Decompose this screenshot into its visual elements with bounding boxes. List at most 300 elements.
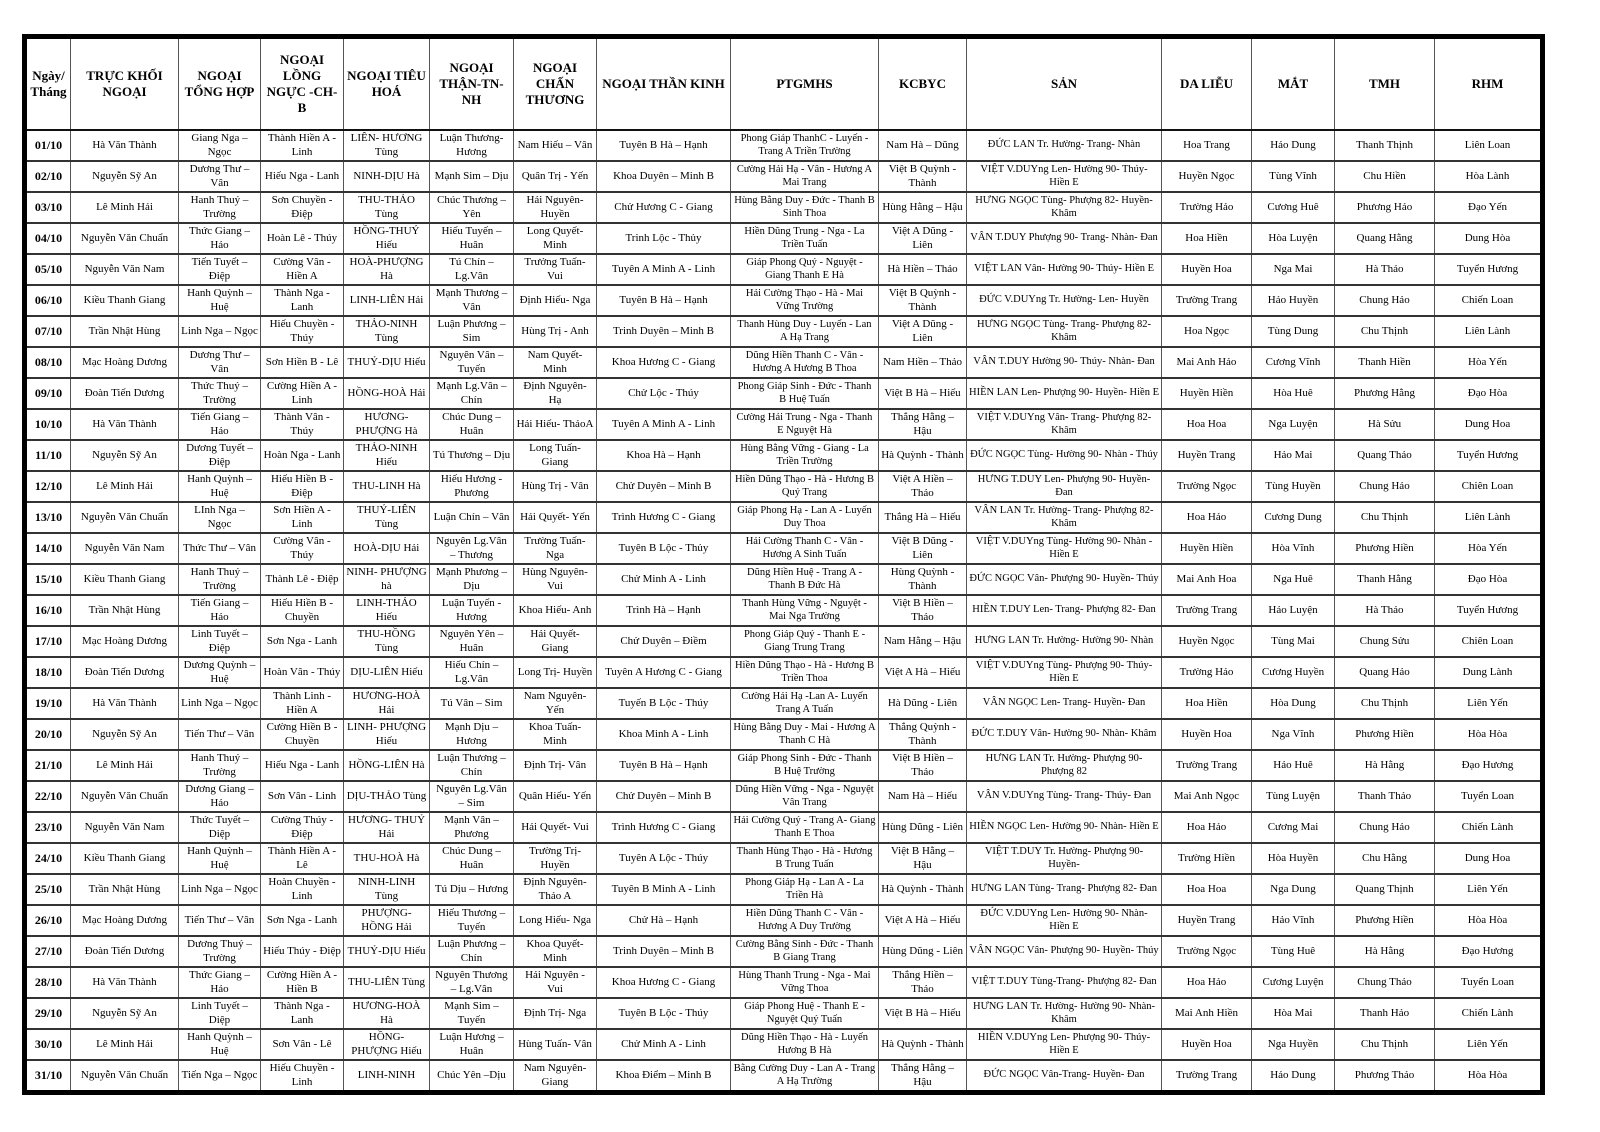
- table-row: [25, 967, 1543, 998]
- header-cell: NGOẠI CHẤN THƯƠNG: [514, 37, 597, 131]
- table-row: [25, 812, 1543, 843]
- table-cell: Hòa Huê: [1252, 378, 1335, 409]
- table-cell: Thức Tuyết – Diệp: [179, 812, 261, 843]
- date-cell: 29/10: [25, 998, 71, 1029]
- table-cell: HIỀN V.DUYng Len- Phượng 90- Thúy- Hiền E: [967, 1029, 1162, 1060]
- table-row: [25, 750, 1543, 781]
- table-cell: VÂN T.DUY Phượng 90- Trang- Nhàn- Đan: [967, 223, 1162, 254]
- date-cell: 04/10: [25, 223, 71, 254]
- table-cell: Hiếu Tuyến – Huân: [430, 223, 514, 254]
- table-cell: Hiền Dũng Thạo - Hà - Hương B Quý Trang: [731, 471, 879, 502]
- table-cell: Hanh Thuý – Trường: [179, 564, 261, 595]
- table-cell: Dung Hòa: [1435, 223, 1543, 254]
- table-cell: Mạc Hoàng Dương: [71, 626, 179, 657]
- table-cell: HỒNG- PHƯỢNG Hiếu: [344, 1029, 430, 1060]
- table-cell: Thành Nga - Lanh: [261, 998, 344, 1029]
- table-cell: Chiến Lành: [1435, 998, 1543, 1029]
- table-cell: Hiếu Chuyền - Thúy: [261, 316, 344, 347]
- table-cell: Huyền Ngọc: [1162, 626, 1252, 657]
- table-cell: Bằng Cường Duy - Lan A - Trang A Hạ Trường: [731, 1060, 879, 1093]
- table-cell: Hiếu Thương – Tuyến: [430, 905, 514, 936]
- table-cell: Chúc Yên –Dịu: [430, 1060, 514, 1093]
- table-cell: HƯƠNG-HOÀ Hà: [344, 998, 430, 1029]
- table-cell: Tiến Tuyết – Điệp: [179, 254, 261, 285]
- table-cell: Cường Thúy - Điệp: [261, 812, 344, 843]
- table-cell: Chúc Dung – Huân: [430, 843, 514, 874]
- table-cell: Cương Luyện: [1252, 967, 1335, 998]
- table-cell: Cường Hải Hạ - Vân - Hương A Mai Trang: [731, 161, 879, 192]
- table-cell: THUỶ-DỊU Hiếu: [344, 936, 430, 967]
- table-cell: Thành Hiền A - Linh: [261, 130, 344, 161]
- table-cell: Chử Duyên – Minh B: [597, 781, 731, 812]
- table-cell: LINH-LIÊN Hải: [344, 285, 430, 316]
- table-cell: Liên Yến: [1435, 1029, 1543, 1060]
- table-cell: Khoa Hà – Hạnh: [597, 440, 731, 471]
- table-cell: Việt A Dũng - Liên: [879, 316, 967, 347]
- table-cell: Quân Trị - Yến: [514, 161, 597, 192]
- table-cell: HƯNG NGỌC Tùng- Trang- Phượng 82- Khâm: [967, 316, 1162, 347]
- table-cell: Hà Văn Thành: [71, 967, 179, 998]
- table-cell: Lê Minh Hải: [71, 1029, 179, 1060]
- table-cell: Liên Yến: [1435, 874, 1543, 905]
- table-row: [25, 719, 1543, 750]
- table-header: [25, 37, 1543, 131]
- table-cell: Tiến Giang – Hảo: [179, 595, 261, 626]
- table-cell: Chử Minh A - Linh: [597, 564, 731, 595]
- table-cell: Sơn Nga - Lanh: [261, 626, 344, 657]
- table-cell: Phong Giáp ThanhC - Luyến - Trang A Triền Trường: [731, 130, 879, 161]
- table-cell: Dũng Hiền Thanh C - Vân - Hương A Hương B Thoa: [731, 347, 879, 378]
- table-cell: Thành Nga - Lanh: [261, 285, 344, 316]
- table-cell: Hoa Hảo: [1162, 812, 1252, 843]
- table-cell: Hòa Yến: [1435, 533, 1543, 564]
- table-cell: HƯNG LAN Tùng- Trang- Phượng 82- Đan: [967, 874, 1162, 905]
- table-cell: HƯNG T.DUY Len- Phượng 90- Huyền- Đan: [967, 471, 1162, 502]
- table-cell: Nam Hằng – Hậu: [879, 626, 967, 657]
- table-cell: Thắng Hiền – Thảo: [879, 967, 967, 998]
- date-cell: 11/10: [25, 440, 71, 471]
- table-cell: THUỶ-DỊU Hiếu: [344, 347, 430, 378]
- date-cell: 25/10: [25, 874, 71, 905]
- date-cell: 20/10: [25, 719, 71, 750]
- table-cell: Huyền Hoa: [1162, 719, 1252, 750]
- table-cell: Hà Văn Thành: [71, 130, 179, 161]
- table-cell: Trinh Duyên – Minh B: [597, 316, 731, 347]
- table-cell: Nguyễn Văn Nam: [71, 533, 179, 564]
- table-cell: Trường Ngọc: [1162, 471, 1252, 502]
- table-row: [25, 533, 1543, 564]
- table-cell: ĐỨC NGỌC Tùng- Hường 90- Nhàn - Thúy: [967, 440, 1162, 471]
- table-row: [25, 843, 1543, 874]
- date-cell: 13/10: [25, 502, 71, 533]
- table-cell: Luận Phương – Chín: [430, 936, 514, 967]
- date-cell: 21/10: [25, 750, 71, 781]
- table-cell: Hanh Quỳnh – Huệ: [179, 285, 261, 316]
- table-row: [25, 440, 1543, 471]
- table-cell: Tuyên A Lộc - Thúy: [597, 843, 731, 874]
- table-cell: Nam Nguyên- Giang: [514, 1060, 597, 1093]
- table-cell: HỒNG-HOÀ Hải: [344, 378, 430, 409]
- table-cell: Hà Hằng: [1335, 936, 1435, 967]
- table-cell: Chu Thịnh: [1335, 502, 1435, 533]
- table-cell: Cường Hiền A - Hiền B: [261, 967, 344, 998]
- table-cell: Việt B Quỳnh - Thành: [879, 285, 967, 316]
- date-cell: 06/10: [25, 285, 71, 316]
- table-cell: ĐỨC V.DUYng Len- Hường 90- Nhàn- Hiền E: [967, 905, 1162, 936]
- date-cell: 14/10: [25, 533, 71, 564]
- table-cell: Tùng Dung: [1252, 316, 1335, 347]
- table-cell: Cường Vân - Thúy: [261, 533, 344, 564]
- header-cell: Ngày/ Tháng: [25, 37, 71, 131]
- table-cell: DỊU-LIÊN Hiếu: [344, 657, 430, 688]
- table-cell: Hiếu Thúy - Điệp: [261, 936, 344, 967]
- table-cell: Nguyễn Văn Chuẩn: [71, 223, 179, 254]
- table-cell: Tùng Huyền: [1252, 471, 1335, 502]
- table-cell: ĐỨC T.DUY Vân- Hường 90- Nhàn- Khâm: [967, 719, 1162, 750]
- date-cell: 05/10: [25, 254, 71, 285]
- table-cell: Hảo Huê: [1252, 750, 1335, 781]
- table-cell: Trưởng Tuấn- Vui: [514, 254, 597, 285]
- table-cell: NINH-DỊU Hà: [344, 161, 430, 192]
- table-cell: VIỆT V.DUYng Tùng- Phượng 90- Thúy- Hiền E: [967, 657, 1162, 688]
- table-cell: Chiến Loan: [1435, 285, 1543, 316]
- table-cell: Đoàn Tiến Dương: [71, 657, 179, 688]
- table-cell: Tiến Thư – Vân: [179, 905, 261, 936]
- table-cell: Tuyên B Hà – Hạnh: [597, 750, 731, 781]
- table-cell: HOÀ-DỊU Hải: [344, 533, 430, 564]
- table-cell: Chu Thịnh: [1335, 1029, 1435, 1060]
- table-cell: HƯNG LAN Tr. Hường- Hường 90- Nhàn: [967, 626, 1162, 657]
- table-cell: Nguyễn Sỹ An: [71, 998, 179, 1029]
- table-cell: Sơn Vân - Lê: [261, 1029, 344, 1060]
- table-cell: Hùng Bằng Duy - Đức - Thanh B Sinh Thoa: [731, 192, 879, 223]
- table-cell: Trường Trang: [1162, 595, 1252, 626]
- header-cell: PTGMHS: [731, 37, 879, 131]
- date-cell: 24/10: [25, 843, 71, 874]
- table-row: [25, 874, 1543, 905]
- table-cell: Cường Hải Hạ -Lan A- Luyến Trang A Tuấn: [731, 688, 879, 719]
- date-cell: 01/10: [25, 130, 71, 161]
- table-row: [25, 161, 1543, 192]
- table-cell: Chiên Loan: [1435, 626, 1543, 657]
- table-cell: Hảo Dung: [1252, 130, 1335, 161]
- table-cell: Nguyễn Sỹ An: [71, 161, 179, 192]
- table-cell: Nam Hiền – Thảo: [879, 347, 967, 378]
- table-cell: Kiều Thanh Giang: [71, 285, 179, 316]
- table-cell: HIỀN NGỌC Len- Hường 90- Nhàn- Hiền E: [967, 812, 1162, 843]
- table-cell: Luận Tuyến - Hương: [430, 595, 514, 626]
- table-cell: Tuyển Hương: [1435, 440, 1543, 471]
- header-row: [25, 37, 1543, 131]
- table-cell: Sơn Nga - Lanh: [261, 905, 344, 936]
- table-cell: Phương Hằng: [1335, 378, 1435, 409]
- table-cell: VIỆT T.DUY Tr. Hường- Phượng 90- Huyền-: [967, 843, 1162, 874]
- table-cell: Dương Thư – Vân: [179, 161, 261, 192]
- date-cell: 02/10: [25, 161, 71, 192]
- table-cell: Nam Nguyên- Yến: [514, 688, 597, 719]
- table-cell: Liên Loan: [1435, 130, 1543, 161]
- table-cell: Huyền Hiền: [1162, 533, 1252, 564]
- table-cell: Mạc Hoàng Dương: [71, 905, 179, 936]
- table-cell: Hoàn Lê - Thúy: [261, 223, 344, 254]
- table-cell: Nam Quyết- Minh: [514, 347, 597, 378]
- table-cell: Liên Lành: [1435, 316, 1543, 347]
- table-cell: Việt A Hiền – Thảo: [879, 471, 967, 502]
- duty-roster-table: [22, 34, 1545, 1095]
- table-cell: Việt B Hà – Hiếu: [879, 998, 967, 1029]
- table-cell: Dương Thuý – Trường: [179, 936, 261, 967]
- table-cell: HƯNG LAN Tr. Hường- Hường 90- Nhàn- Khâm: [967, 998, 1162, 1029]
- table-cell: ĐỨC V.DUYng Tr. Hường- Len- Huyền: [967, 285, 1162, 316]
- table-cell: Mạnh Vân – Phương: [430, 812, 514, 843]
- table-cell: THU-LINH Hà: [344, 471, 430, 502]
- table-cell: Khoa Hương C - Giang: [597, 967, 731, 998]
- table-cell: VIỆT T.DUY Tùng-Trang- Phượng 82- Đan: [967, 967, 1162, 998]
- table-cell: Dung Hoa: [1435, 409, 1543, 440]
- table-cell: Hải Cường Thạo - Hà - Mai Vững Trường: [731, 285, 879, 316]
- table-cell: Thanh Thảo: [1335, 781, 1435, 812]
- header-cell: NGOẠI LỒNG NGỰC -CH-B: [261, 37, 344, 131]
- table-cell: Trình Hà – Hạnh: [597, 595, 731, 626]
- table-cell: Hoa Hảo: [1162, 502, 1252, 533]
- table-cell: Hòa Yến: [1435, 347, 1543, 378]
- table-cell: Thành Lê - Điệp: [261, 564, 344, 595]
- table-cell: Long Trị- Huyền: [514, 657, 597, 688]
- table-cell: Phương Hiền: [1335, 905, 1435, 936]
- table-cell: Luận Chín – Vân: [430, 502, 514, 533]
- table-cell: Cường Hải Trung - Nga - Thanh E Nguyệt Hà: [731, 409, 879, 440]
- table-cell: Nga Dung: [1252, 874, 1335, 905]
- table-cell: VÂN LAN Tr. Hường- Trang- Phượng 82- Khâm: [967, 502, 1162, 533]
- table-cell: Quân Hiếu- Yến: [514, 781, 597, 812]
- table-cell: Sơn Chuyền - Điệp: [261, 192, 344, 223]
- table-row: [25, 595, 1543, 626]
- table-cell: Hòa Lành: [1435, 161, 1543, 192]
- table-cell: Thanh Hảo: [1335, 998, 1435, 1029]
- date-cell: 10/10: [25, 409, 71, 440]
- table-cell: Tuyên A Minh A - Linh: [597, 254, 731, 285]
- table-cell: Trường Trang: [1162, 1060, 1252, 1093]
- table-cell: Tuyên B Lộc - Thủy: [597, 533, 731, 564]
- table-cell: Mạnh Lg.Vân – Chín: [430, 378, 514, 409]
- date-cell: 08/10: [25, 347, 71, 378]
- date-cell: 28/10: [25, 967, 71, 998]
- table-cell: Tuyên B Hà – Hạnh: [597, 130, 731, 161]
- table-cell: Nam Hà – Dũng: [879, 130, 967, 161]
- table-cell: Mạnh Dịu – Hương: [430, 719, 514, 750]
- table-cell: Nga Vĩnh: [1252, 719, 1335, 750]
- table-cell: Nguyên Lg.Vân – Thương: [430, 533, 514, 564]
- table-cell: Huyền Trang: [1162, 440, 1252, 471]
- table-cell: Hiếu Hương - Phương: [430, 471, 514, 502]
- table-cell: Định Nguyên- Thảo A: [514, 874, 597, 905]
- table-cell: Đoàn Tiến Dương: [71, 936, 179, 967]
- table-cell: NINH-LINH Tùng: [344, 874, 430, 905]
- table-cell: Dương Quỳnh – Huệ: [179, 657, 261, 688]
- table-cell: Hiếu Chuyền - Linh: [261, 1060, 344, 1093]
- table-cell: Hà Dũng - Liên: [879, 688, 967, 719]
- table-cell: Hảo Huyền: [1252, 285, 1335, 316]
- table-cell: LInh Nga – Ngọc: [179, 502, 261, 533]
- table-cell: HƯNG NGỌC Tùng- Phượng 82- Huyền- Khâm: [967, 192, 1162, 223]
- table-row: [25, 936, 1543, 967]
- table-cell: Chử Hà – Hạnh: [597, 905, 731, 936]
- table-cell: Hanh Thuý – Trường: [179, 750, 261, 781]
- table-cell: Thanh Hiền: [1335, 347, 1435, 378]
- table-cell: Mai Anh Ngọc: [1162, 781, 1252, 812]
- date-cell: 30/10: [25, 1029, 71, 1060]
- table-cell: Hùng Tuấn- Vân: [514, 1029, 597, 1060]
- table-row: [25, 1060, 1543, 1093]
- table-cell: Chu Thịnh: [1335, 316, 1435, 347]
- table-cell: Quang Hằng: [1335, 223, 1435, 254]
- date-cell: 07/10: [25, 316, 71, 347]
- date-cell: 18/10: [25, 657, 71, 688]
- table-cell: Liên Lành: [1435, 502, 1543, 533]
- table-cell: Tiến Thư – Vân: [179, 719, 261, 750]
- table-cell: Mai Anh Hoa: [1162, 564, 1252, 595]
- table-cell: Phương Thảo: [1335, 1060, 1435, 1093]
- header-cell: SẢN: [967, 37, 1162, 131]
- table-cell: Hanh Quỳnh – Huệ: [179, 1029, 261, 1060]
- table-cell: PHƯỢNG- HỒNG Hải: [344, 905, 430, 936]
- table-cell: Hòa Hòa: [1435, 905, 1543, 936]
- table-row: [25, 502, 1543, 533]
- table-cell: Luận Thương- Hương: [430, 130, 514, 161]
- table-cell: Chử Duyên – Điềm: [597, 626, 731, 657]
- table-cell: Định Nguyên- Hạ: [514, 378, 597, 409]
- table-cell: Cường Hiền B - Chuyền: [261, 719, 344, 750]
- table-cell: Hảo Mai: [1252, 440, 1335, 471]
- table-cell: Thức Thuý – Trường: [179, 378, 261, 409]
- table-cell: THẢO-NINH Tùng: [344, 316, 430, 347]
- table-cell: Dung Lành: [1435, 657, 1543, 688]
- table-cell: Hoàn Vân - Thúy: [261, 657, 344, 688]
- table-cell: Thắng Hà – Hiếu: [879, 502, 967, 533]
- table-cell: Hiếu Nga - Lanh: [261, 750, 344, 781]
- table-cell: Tiến Nga – Ngọc: [179, 1060, 261, 1093]
- header-cell: NGOẠI THẬN-TN-NH: [430, 37, 514, 131]
- table-cell: Chung Hảo: [1335, 471, 1435, 502]
- table-cell: Hà Quỳnh - Thành: [879, 1029, 967, 1060]
- table-cell: Linh Tuyết – Điệp: [179, 626, 261, 657]
- table-cell: Tùng Vĩnh: [1252, 161, 1335, 192]
- table-cell: Khoa Duyên – Minh B: [597, 161, 731, 192]
- table-cell: HƯNG LAN Tr. Hường- Phượng 90- Phượng 82: [967, 750, 1162, 781]
- table-cell: Nguyễn Văn Chuẩn: [71, 502, 179, 533]
- table-cell: Phương Hảo: [1335, 192, 1435, 223]
- table-cell: Huyền Hoa: [1162, 1029, 1252, 1060]
- table-cell: Trường Tuấn- Nga: [514, 533, 597, 564]
- table-cell: Dũng Hiền Huệ - Trang A - Thanh B Đức Hà: [731, 564, 879, 595]
- table-cell: Tú Dịu – Hương: [430, 874, 514, 905]
- table-cell: Sơn Hiền B - Lê: [261, 347, 344, 378]
- table-cell: Chung Thảo: [1335, 967, 1435, 998]
- table-cell: LIÊN- HƯƠNG Tùng: [344, 130, 430, 161]
- table-cell: VÂN NGỌC Vân- Phượng 90- Huyền- Thúy: [967, 936, 1162, 967]
- table-row: [25, 378, 1543, 409]
- table-cell: THU-HỒNG Tùng: [344, 626, 430, 657]
- table-cell: Thức Thư – Vân: [179, 533, 261, 564]
- table-cell: Linh Nga – Ngọc: [179, 688, 261, 719]
- table-cell: Hải Nguyên- Huyền: [514, 192, 597, 223]
- table-cell: Tùng Mai: [1252, 626, 1335, 657]
- table-cell: Việt A Dũng - Liên: [879, 223, 967, 254]
- table-cell: ĐỨC NGỌC Vân- Phượng 90- Huyền- Thúy: [967, 564, 1162, 595]
- table-cell: LINH- PHƯỢNG Hiếu: [344, 719, 430, 750]
- table-row: [25, 409, 1543, 440]
- table-cell: Hùng Dũng - Liên: [879, 936, 967, 967]
- table-cell: Khoa Hiếu- Anh: [514, 595, 597, 626]
- table-cell: Hà Văn Thành: [71, 409, 179, 440]
- table-cell: Nguyên Lg.Vân – Sim: [430, 781, 514, 812]
- table-cell: Chiến Lành: [1435, 812, 1543, 843]
- table-cell: Trình Hương C - Giang: [597, 812, 731, 843]
- table-cell: HOÀ-PHƯỢNG Hà: [344, 254, 430, 285]
- table-cell: Giáp Phong Huệ - Thanh E - Nguyệt Quý Tuấn: [731, 998, 879, 1029]
- table-cell: Quang Thảo: [1335, 440, 1435, 471]
- table-cell: Đạo Hòa: [1435, 378, 1543, 409]
- table-cell: Linh Nga – Ngọc: [179, 316, 261, 347]
- table-cell: Luận Phương – Sim: [430, 316, 514, 347]
- table-cell: Hanh Quỳnh – Huệ: [179, 843, 261, 874]
- table-cell: Hùng Bằng Duy - Mai - Hương A Thanh C Hà: [731, 719, 879, 750]
- table-cell: Hiếu Nga - Lanh: [261, 161, 344, 192]
- date-cell: 22/10: [25, 781, 71, 812]
- date-cell: 27/10: [25, 936, 71, 967]
- table-cell: Nga Huê: [1252, 564, 1335, 595]
- table-cell: Tuyên A Hương C - Giang: [597, 657, 731, 688]
- table-cell: Trường Trang: [1162, 285, 1252, 316]
- table-cell: Hòa Mai: [1252, 998, 1335, 1029]
- table-cell: Trường Ngọc: [1162, 936, 1252, 967]
- table-cell: Thức Giang – Hảo: [179, 967, 261, 998]
- table-row: [25, 657, 1543, 688]
- table-cell: Dũng Hiền Vững - Nga - Nguyệt Vân Trang: [731, 781, 879, 812]
- table-row: [25, 223, 1543, 254]
- table-cell: Hùng Nguyên- Vui: [514, 564, 597, 595]
- table-cell: Tuyển Hương: [1435, 595, 1543, 626]
- table-row: [25, 254, 1543, 285]
- table-cell: Hải Cường Thanh C - Vân - Hương A Sinh Tuấn: [731, 533, 879, 564]
- table-cell: Hà Văn Thành: [71, 688, 179, 719]
- table-row: [25, 130, 1543, 161]
- table-cell: VÂN NGỌC Len- Trang- Huyền- Đan: [967, 688, 1162, 719]
- table-cell: Trường Trị- Huyền: [514, 843, 597, 874]
- table-cell: Tuyên B Hà – Hạnh: [597, 285, 731, 316]
- table-cell: Thành Vân - Thúy: [261, 409, 344, 440]
- date-cell: 09/10: [25, 378, 71, 409]
- table-cell: Tuyển Loan: [1435, 967, 1543, 998]
- table-cell: LINH-NINH: [344, 1060, 430, 1093]
- table-cell: Dũng Hiền Thạo - Hà - Luyến Hương B Hà: [731, 1029, 879, 1060]
- table-cell: Nguyễn Sỹ An: [71, 719, 179, 750]
- date-cell: 03/10: [25, 192, 71, 223]
- table-cell: Dương Giang – Hảo: [179, 781, 261, 812]
- table-cell: Khoa Quyết- Minh: [514, 936, 597, 967]
- table-cell: VIỆT LAN Vân- Hường 90- Thúy- Hiền E: [967, 254, 1162, 285]
- table-cell: Đạo Hòa: [1435, 564, 1543, 595]
- table-cell: ĐỨC NGỌC Vân-Trang- Huyền- Đan: [967, 1060, 1162, 1093]
- table-cell: Linh Tuyết – Diệp: [179, 998, 261, 1029]
- table-cell: Nguyên Yên – Huân: [430, 626, 514, 657]
- table-cell: Tuyển Hương: [1435, 254, 1543, 285]
- table-cell: Dung Hoa: [1435, 843, 1543, 874]
- table-cell: Hải Hiếu- ThảoA: [514, 409, 597, 440]
- table-cell: Thanh Hằng: [1335, 564, 1435, 595]
- table-cell: Mai Anh Hảo: [1162, 347, 1252, 378]
- header-cell: DA LIỄU: [1162, 37, 1252, 131]
